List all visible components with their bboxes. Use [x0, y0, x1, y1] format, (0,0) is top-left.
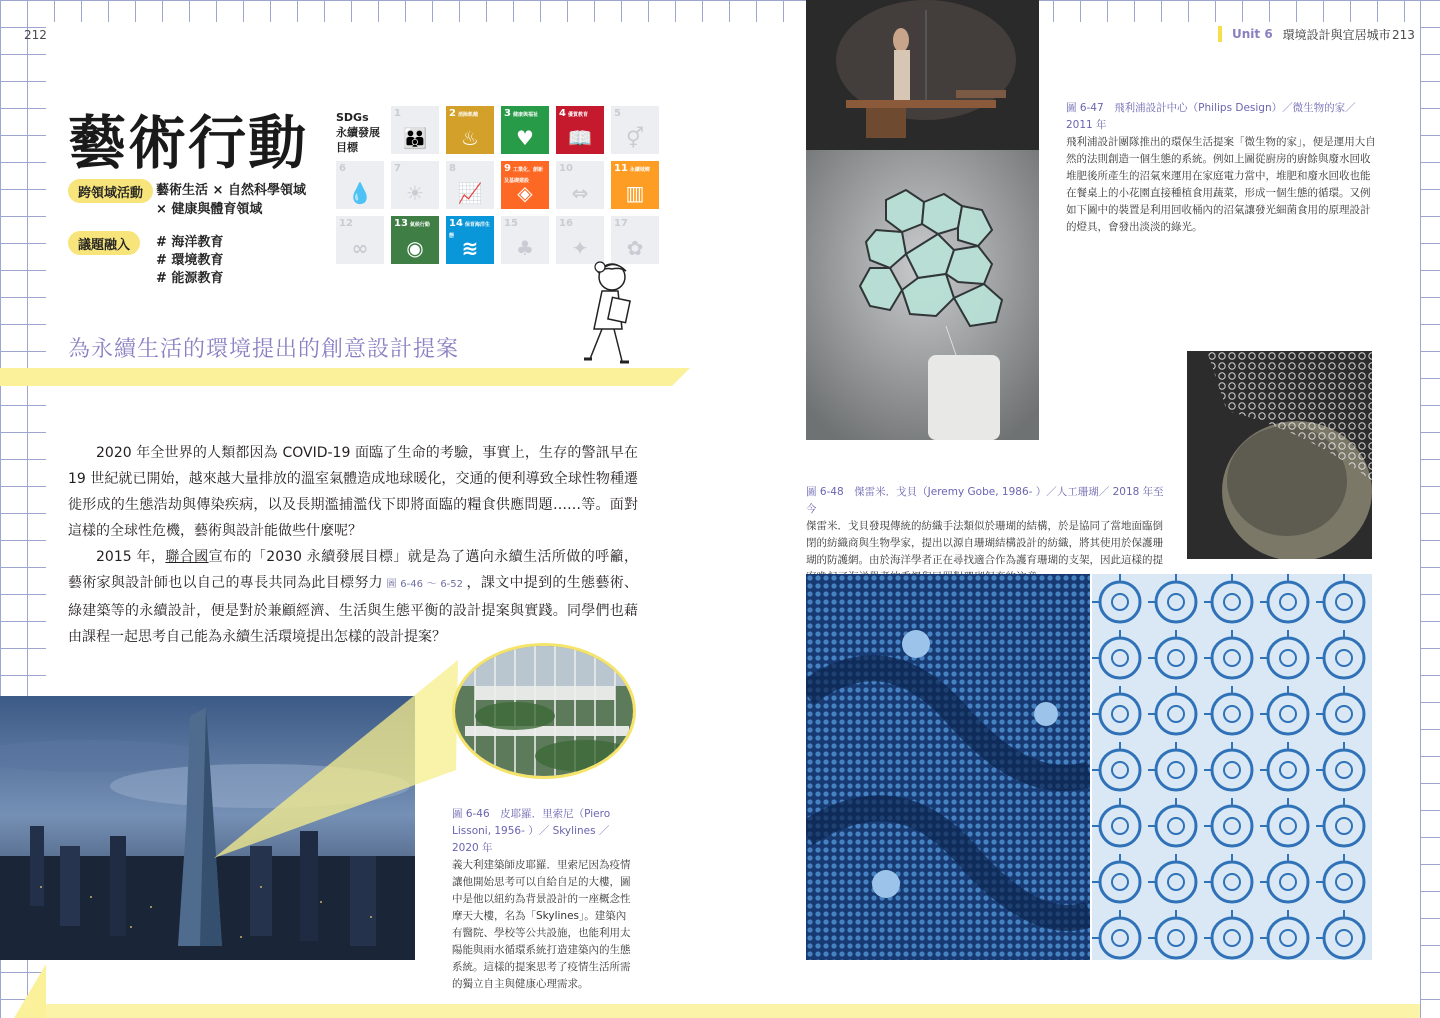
glossary-term-un[interactable]: 聯合國 [165, 549, 209, 565]
bottom-corner-triangle [0, 964, 46, 1018]
figure-6-48-text: 傑雷米．戈貝發現傳統的紡織手法類似於珊瑚的結構，於是協同了當地面臨倒閉的紡織商與生物學家，提出以源自珊瑚結構設計的紡織，將其使用於保護珊瑚的防護網。由於海洋學者正在尋找適合作為護育珊瑚的支架，因此這樣的提 [806, 520, 1163, 566]
sdg-goal-13 [391, 216, 439, 264]
infinity-icon: ∞ [351, 236, 369, 260]
body-text [68, 440, 638, 650]
sdg-goal-5 [611, 106, 659, 154]
equality-icon: ⇔ [571, 181, 589, 205]
sdg-goal-7 [391, 161, 439, 209]
sdg-icon-grid [336, 106, 660, 266]
unit-title: 環境設計與宜居城市 [1282, 27, 1391, 42]
sdg-number: 3 [504, 108, 511, 119]
sdg-goal-2 [446, 106, 494, 154]
tag-issues: 議題融入 [68, 231, 140, 255]
figure-reference[interactable]: 圖 6-46 ～ 6-52 [383, 579, 467, 590]
sdg-number: 8 [449, 163, 456, 174]
sdg-number: 11 [614, 163, 628, 174]
walking-girl-illustration [572, 255, 652, 371]
blue-lace-net-photo [1092, 574, 1372, 960]
page-number-right: 213 [1392, 28, 1415, 42]
sdg-goal-label: 消除飢餓 [457, 112, 478, 118]
microbial-home-kitchen-photo [806, 0, 1039, 150]
paragraph-1: 2020 年全世界的人類都因為 COVID-19 面臨了生命的考驗，事實上，生存的警訊早在 19 世紀就已開始，越來越大量排放的溫室氣體造成地球暖化，交通的便利導致全球性物種遷徙形成的生態浩劫與傳染疾病，以及長期濫捕濫伐下即將面臨的糧食供應問題……等。面對這樣的全球性危機，藝術與設計能做些什麼呢？ [68, 445, 638, 539]
city-icon: ▥ [625, 181, 645, 205]
dove-icon: ✦ [571, 236, 589, 260]
skylines-detail-photo [452, 643, 636, 779]
figure-6-48-title: 圖 6-48 傑雷米．戈貝（Jeremy Gobe, 1986- ）／人工珊瑚／ 2018 年至今 [806, 486, 1164, 515]
sdg-number: 4 [559, 108, 566, 119]
figure-6-46-caption [452, 806, 636, 993]
cross-domain-line1: 藝術生活 × 自然科學領域 [156, 183, 306, 198]
paragraph-2 [68, 544, 638, 650]
sdg-goal-8 [446, 161, 494, 209]
running-header [1218, 24, 1391, 44]
artificial-coral-lace-photo [1187, 351, 1372, 559]
eye-icon: ◉ [406, 236, 424, 260]
grid-margin-top [0, 0, 1440, 22]
subtitle-highlight-band [0, 368, 690, 386]
sdg-number: 1 [394, 108, 401, 119]
blue-coral-texture-photo [806, 574, 1090, 960]
sdg-goal-label: 優質教育 [567, 112, 588, 118]
sdg-number: 13 [394, 218, 408, 229]
family-icon: 👪 [402, 126, 428, 150]
paragraph-2-middle: 宣布的「2030 永續發展目標」就是為了邁向永續生活所做的呼籲，藝術家與設計師也以自己的專長共同為此目標努力 [68, 549, 639, 591]
grid-margin-right [1420, 0, 1440, 1018]
section-subtitle: 為永續生活的環境提出的創意設計提案 [68, 337, 460, 362]
issue-environment: # 環境教育 [156, 253, 224, 268]
sdg-number: 9 [504, 163, 511, 174]
sdg-label [336, 108, 384, 156]
paragraph-2-start: 2015 年， [96, 549, 166, 565]
sdg-goal-label: 永續城鄉 [629, 167, 650, 173]
cubes-icon: ◈ [517, 181, 533, 205]
sdg-goal-6 [336, 161, 384, 209]
bio-light-installation-photo [806, 150, 1039, 440]
figure-6-47-text: 飛利浦設計團隊推出的環保生活提案「微生物的家」，便是運用大自然的法則創造一個生態的系統。例如上圖從廚房的廚餘與廢水回收堆肥後所產生的沼氣來運用在家庭電力當中，堆肥和廢水回收也能在餐桌上的小花園直接種植食用蔬菜，形成一個生態的循環。又例如下圖中的裝置是利用回收桶內的沼氣讓發光細菌食用的原理設計的燈具，會發出淡淡的綠光。 [1066, 136, 1376, 233]
figure-6-48-caption [806, 484, 1166, 586]
fish-icon: ≋ [461, 236, 479, 260]
sdg-number: 7 [394, 163, 401, 174]
sdg-goal-10 [556, 161, 604, 209]
sdg-number: 17 [614, 218, 628, 229]
figure-6-47-caption [1066, 100, 1376, 236]
sdg-number: 16 [559, 218, 573, 229]
sdg-number: 10 [559, 163, 573, 174]
bowl-icon: ♨ [461, 126, 479, 150]
page-title: 藝術行動 [68, 109, 309, 177]
paragraph-2-end: ，課文中提到的生態藝術、綠建築等的永續設計，便是對於兼顧經濟、生活與生態平衡的設計提案與實踐。同學們也藉由課程一起思考自己能為永續生活環境提出怎樣的設計提案？ [68, 575, 639, 645]
sdg-label-line1: SDGs [336, 111, 369, 124]
bottom-highlight-band [46, 1004, 1420, 1018]
sdg-label-line3: 目標 [336, 141, 358, 154]
unit-label: Unit 6 [1232, 27, 1273, 41]
figure-6-47-title: 圖 6-47 飛利浦設計中心（Philips Design）／微生物的家／ 2011 年 [1066, 102, 1356, 131]
sdg-goal-14 [446, 216, 494, 264]
sdg-goal-label: 工業化、創新及基礎建設 [504, 167, 543, 184]
sdg-goal-11 [611, 161, 659, 209]
sdg-goal-12 [336, 216, 384, 264]
sdg-number: 12 [339, 218, 353, 229]
cross-domain-line2: × 健康與體育領域 [156, 202, 263, 217]
book-icon: 📖 [567, 126, 593, 150]
issue-ocean: # 海洋教育 [156, 235, 224, 250]
sdg-number: 14 [449, 218, 463, 229]
water-drop-icon: 💧 [347, 181, 373, 205]
sdg-label-line2: 永續發展 [336, 126, 380, 139]
page-number-left: 212 [24, 28, 47, 42]
tag-cross-domain: 跨領域活動 [68, 179, 153, 203]
heartbeat-icon: ♥ [516, 126, 534, 150]
tree-icon: ♣ [516, 236, 534, 260]
sun-icon: ☀ [406, 181, 424, 205]
sdg-number: 15 [504, 218, 518, 229]
sdg-number: 5 [614, 108, 621, 119]
sdg-number: 2 [449, 108, 456, 119]
figure-6-46-title: 圖 6-46 皮耶羅．里索尼（Piero Lissoni, 1956- ）／ Skylines ／ 2020 年 [452, 808, 611, 854]
figure-6-46-text: 義大利建築師皮耶羅．里索尼因為疫情讓他開始思考可以自給自足的大樓，圖中是他以紐約為背景設計的一座概念性摩天大樓，名為「Skylines」。建築內有醫院、學校等公共設施，也能利用太陽能與雨水循環系統打造建築內的生態系統。這樣的提案思考了疫情生活所需的獨立自主與健康心理需求。 [452, 859, 631, 990]
growth-icon: 📈 [457, 181, 483, 205]
gender-icon: ⚥ [625, 126, 645, 150]
sdg-goal-9 [501, 161, 549, 209]
sdg-goal-label: 保育海洋生態 [449, 222, 490, 239]
sdg-number: 6 [339, 163, 346, 174]
header-accent-bar [1218, 26, 1222, 42]
sdg-goal-label: 氣候行動 [409, 222, 430, 228]
sdg-goal-label: 健康與福祉 [512, 112, 538, 118]
sdg-goal-3 [501, 106, 549, 154]
flower-icon: ✿ [626, 236, 644, 260]
sdg-goal-1 [391, 106, 439, 154]
issue-energy: # 能源教育 [156, 271, 224, 286]
sdg-goal-15 [501, 216, 549, 264]
sdg-goal-4 [556, 106, 604, 154]
